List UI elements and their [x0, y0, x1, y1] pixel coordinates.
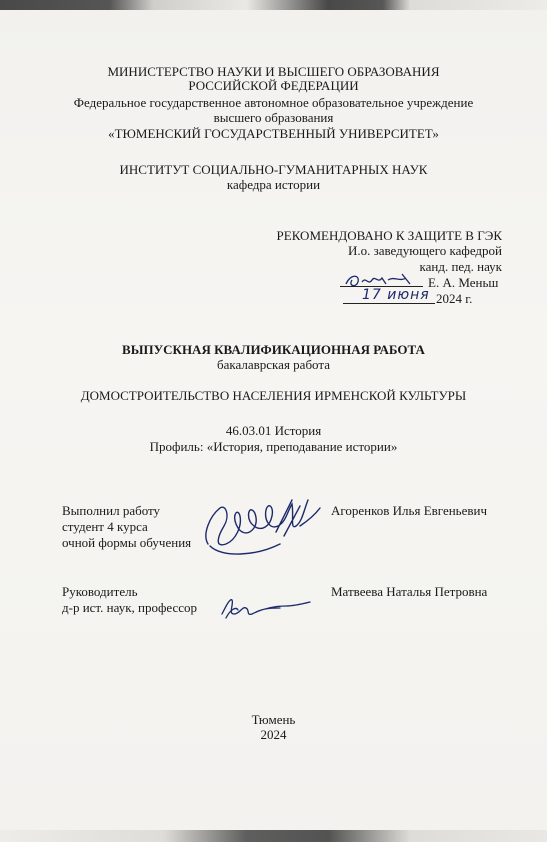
work-type: ВЫПУСКНАЯ КВАЛИФИКАЦИОННАЯ РАБОТА [122, 342, 425, 357]
supervisor-signature [216, 592, 316, 624]
approval-date-line [343, 303, 435, 304]
footer-city: Тюмень [251, 712, 296, 727]
work-profile: Профиль: «История, преподавание истории» [149, 439, 398, 454]
ministry-line-2: РОССИЙСКОЙ ФЕДЕРАЦИИ [188, 78, 359, 93]
footer-year: 2024 [260, 727, 287, 742]
approval-degree: канд. пед. наук [419, 259, 502, 274]
ministry-line-1: МИНИСТЕРСТВО НАУКИ И ВЫСШЕГО ОБРАЗОВАНИЯ [107, 64, 440, 79]
author-name: Агоренков Илья Евгеньевич [331, 503, 487, 518]
work-subtype: бакалаврская работа [217, 357, 330, 372]
work-topic: ДОМОСТРОИТЕЛЬСТВО НАСЕЛЕНИЯ ИРМЕНСКОЙ КУЛЬТУРЫ [80, 388, 467, 403]
institution-line-2: высшего образования [213, 110, 334, 125]
university-name: «ТЮМЕНСКИЙ ГОСУДАРСТВЕННЫЙ УНИВЕРСИТЕТ» [108, 126, 439, 141]
author-signature [196, 486, 326, 564]
supervisor-role-line-2: д-р ист. наук, профессор [62, 600, 198, 615]
department-name: кафедра истории [226, 177, 321, 192]
work-code: 46.03.01 История [225, 423, 322, 438]
scan-edge-bottom [0, 830, 547, 842]
supervisor-role-line-1: Руководитель [62, 584, 138, 599]
approval-name: Е. А. Меньш [428, 275, 499, 290]
scan-edge-top [0, 0, 547, 10]
supervisor-name: Матвеева Наталья Петровна [331, 584, 488, 599]
author-role-line-1: Выполнил работу [62, 503, 161, 518]
approval-position: И.о. заведующего кафедрой [347, 243, 502, 258]
approval-date-handwritten: 17 июня [362, 287, 430, 303]
approval-title: РЕКОМЕНДОВАНО К ЗАЩИТЕ В ГЭК [276, 228, 502, 243]
author-role-line-3: очной формы обучения [62, 535, 192, 550]
approval-year: 2024 г. [436, 291, 473, 306]
institution-line-1: Федеральное государственное автономное образовательное учреждение [73, 95, 474, 110]
author-role-line-2: студент 4 курса [62, 519, 148, 534]
institute-name: ИНСТИТУТ СОЦИАЛЬНО-ГУМАНИТАРНЫХ НАУК [119, 162, 428, 177]
